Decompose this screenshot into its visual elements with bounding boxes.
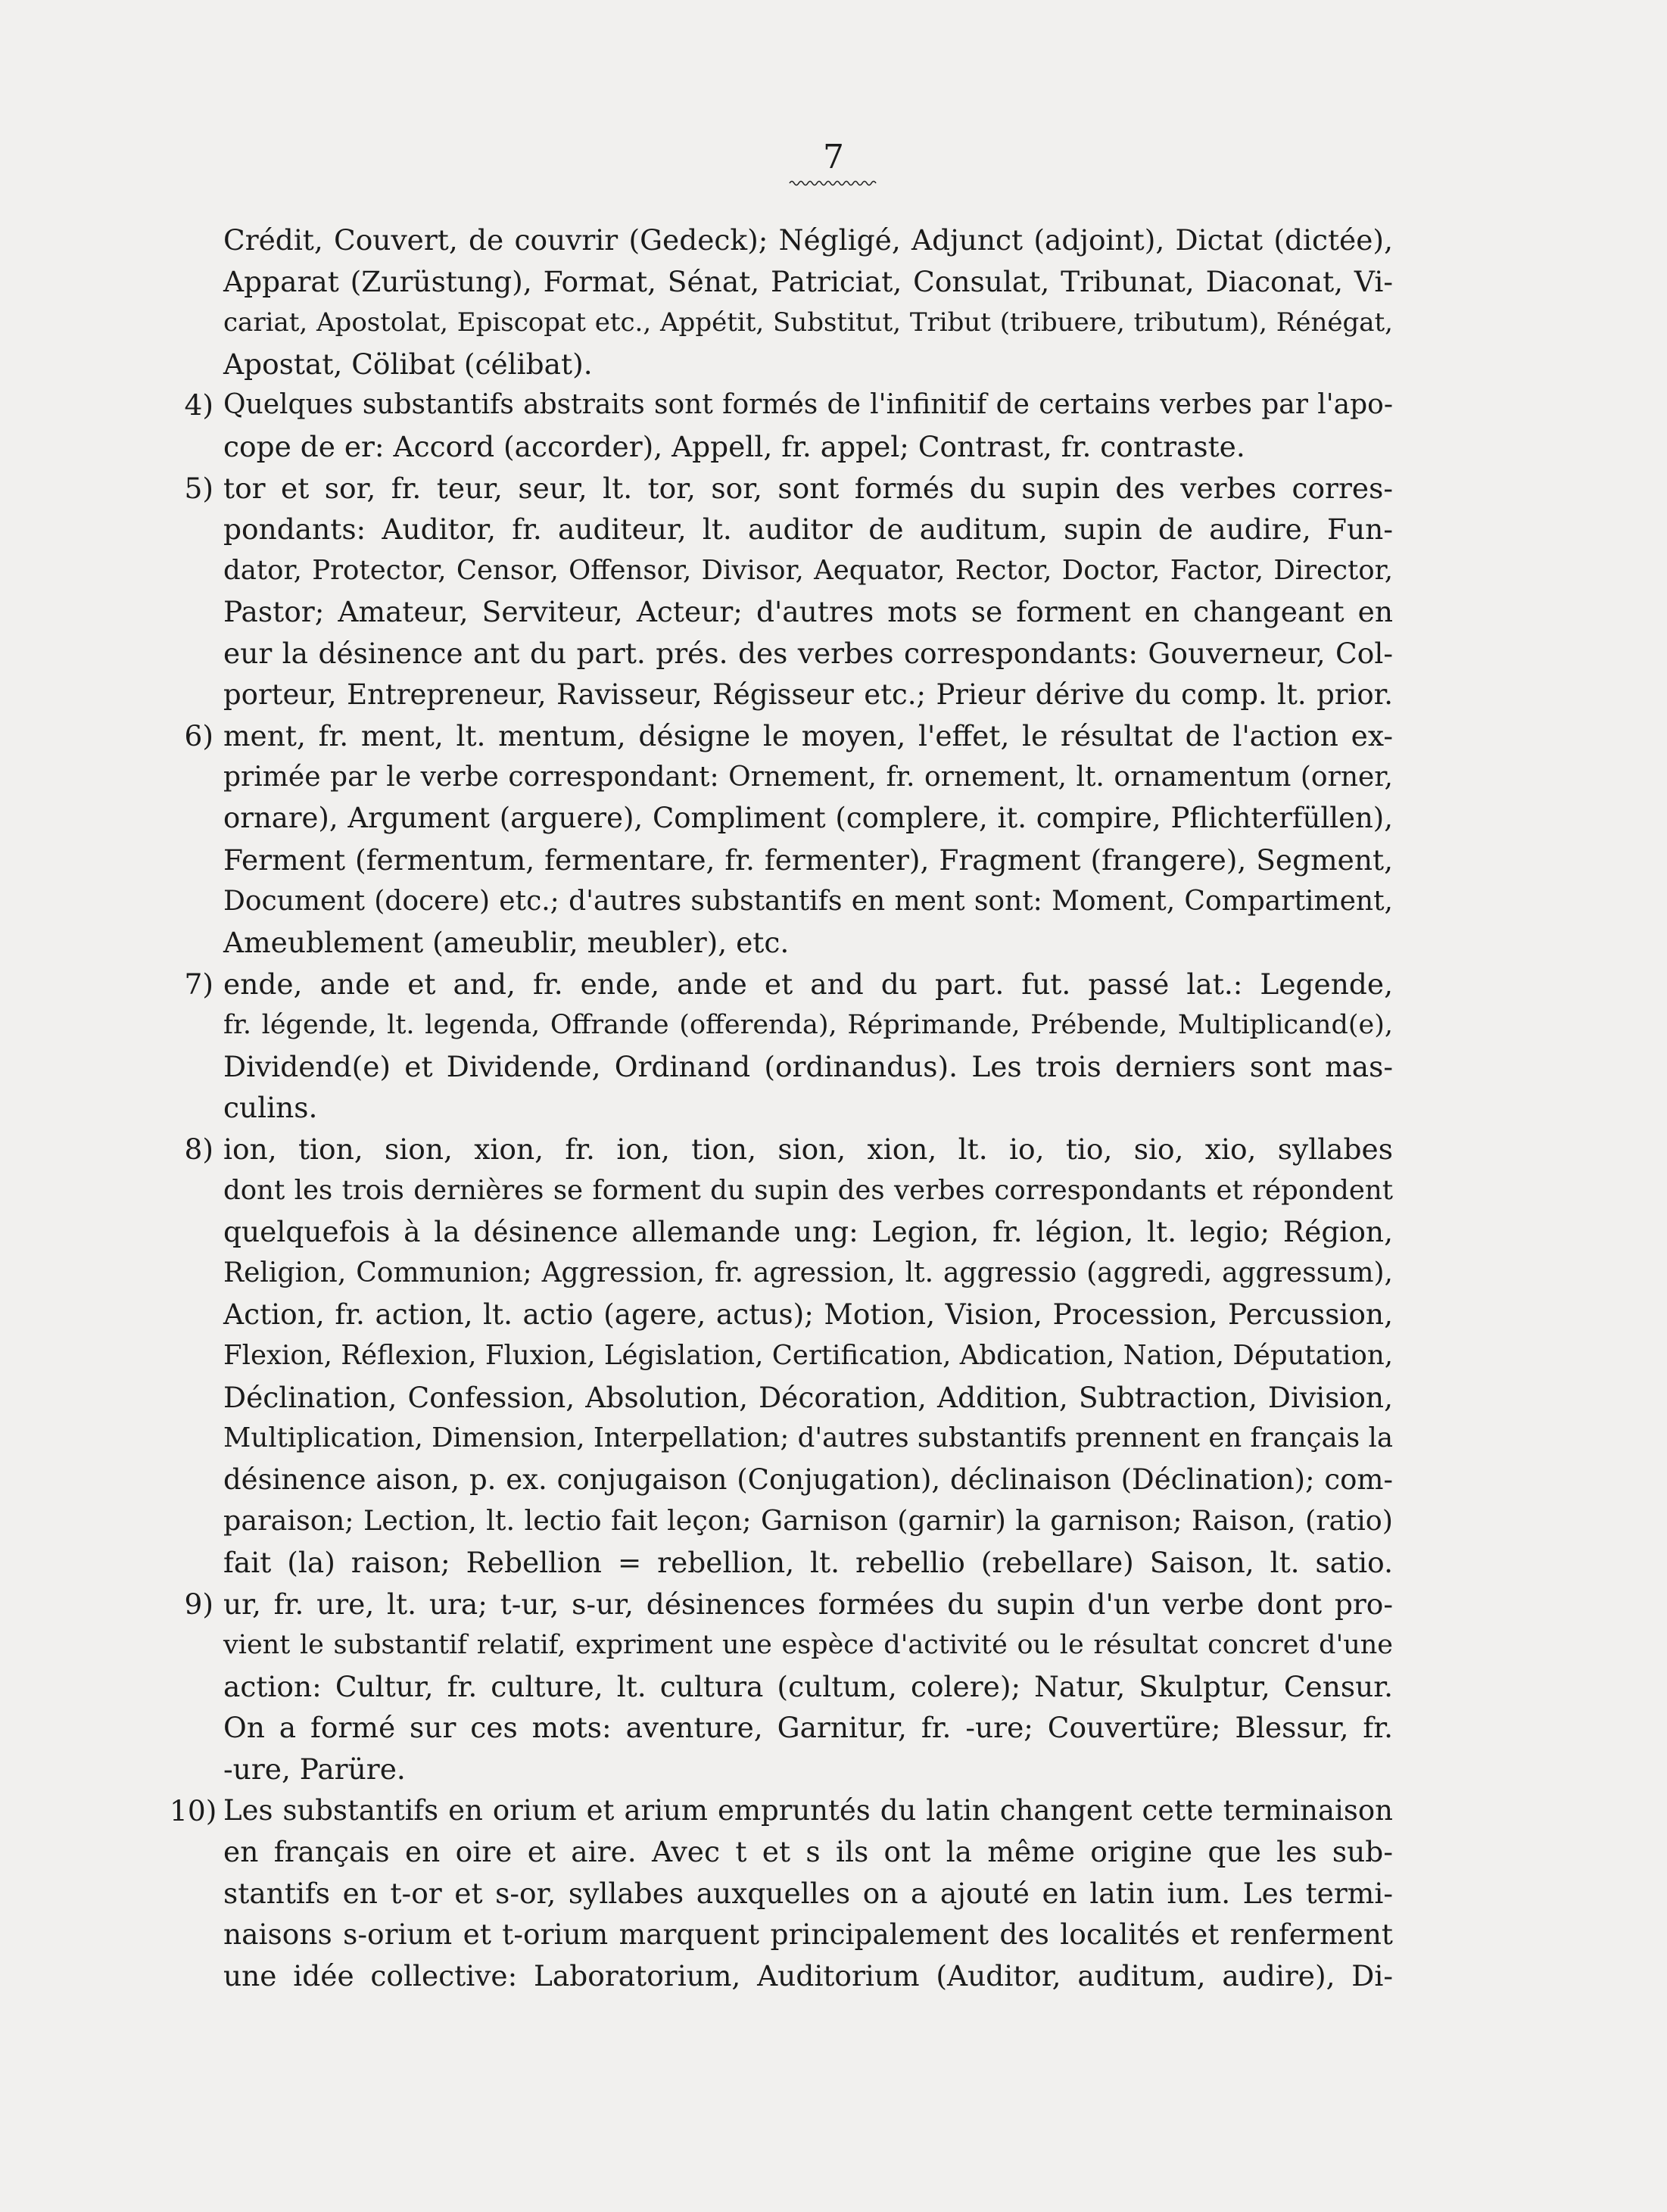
body-text: [170, 220, 1394, 1997]
text-line: Ferment (fermentum, fermentare, fr. fermenter), Fragment (frangere), Segment,: [223, 843, 1393, 877]
text-line: paraison; Lection, lt. lectio fait leçon; Garnison (garnir) la garnison; Raison, (ratio): [223, 1504, 1393, 1537]
text-line: -ure, Parüre.: [223, 1752, 406, 1786]
text-line: culins.: [223, 1091, 318, 1125]
folio-ornament-icon: [788, 179, 879, 186]
text-line: quelquefois à la désinence allemande ung: Legion, fr. légion, lt. legio; Région,: [223, 1215, 1393, 1249]
text-line: ur, fr. ure, lt. ura; t-ur, s-ur, désinences formées du supin d'un verbe dont pro-: [223, 1587, 1393, 1621]
text-line: dator, Protector, Censor, Offensor, Divisor, Aequator, Rector, Doctor, Factor, Director,: [223, 554, 1393, 586]
text-line: porteur, Entrepreneur, Ravisseur, Régisseur etc.; Prieur dérive du comp. lt. prior.: [223, 678, 1393, 711]
text-line: fait (la) raison; Rebellion = rebellion, lt. rebellio (rebellare) Saison, lt. satio.: [223, 1546, 1393, 1579]
entry-7: [182, 964, 1393, 1129]
text-line: Action, fr. action, lt. actio (agere, actus); Motion, Vision, Procession, Percussion,: [223, 1298, 1393, 1332]
page-number: [0, 138, 1667, 186]
text-line: Quelques substantifs abstraits sont formés de l'infinitif de certains verbes par l'apo-: [223, 389, 1393, 421]
text-line: eur la désinence ant du part. prés. des verbes correspondants: Gouverneur, Col-: [223, 636, 1393, 670]
text-line: ment, fr. ment, lt. mentum, désigne le moyen, l'effet, le résultat de l'action ex-: [223, 719, 1393, 753]
entry-9: [182, 1584, 1393, 1790]
text-line: ende, ande et and, fr. ende, ande et and du part. fut. passé lat.: Legende,: [223, 967, 1393, 1001]
text-line: Dividend(e) et Dividende, Ordinand (ordinandus). Les trois derniers sont mas-: [223, 1049, 1393, 1083]
entry-number: 7): [184, 967, 213, 1001]
entry-5: [182, 468, 1393, 716]
text-line: Multiplication, Dimension, Interpellation; d'autres substantifs prennent en français la: [223, 1422, 1394, 1454]
text-line: action: Cultur, fr. culture, lt. cultura (cultum, colere); Natur, Skulptur, Censur.: [223, 1669, 1393, 1703]
text-line: tor et sor, fr. teur, seur, lt. tor, sor, sont formés du supin des verbes corres-: [223, 471, 1393, 505]
text-line: ornare), Argument (arguere), Compliment (complere, it. compire, Pflichterfüllen),: [223, 802, 1393, 835]
text-line: pondants: Auditor, fr. auditeur, lt. auditor de auditum, supin de audire, Fun-: [223, 512, 1393, 547]
text-line: vient le substantif relatif, expriment une espèce d'activité ou le résultat concret d'une: [223, 1630, 1393, 1661]
entry-number: 6): [184, 719, 213, 753]
text-line: fr. légende, lt. legenda, Offrande (offerenda), Réprimande, Prébende, Multiplicand(e),: [223, 1010, 1393, 1041]
text-line: Apostat, Cölibat (célibat).: [223, 347, 593, 381]
text-line: Flexion, Réflexion, Fluxion, Législation, Certification, Abdication, Nation, Députation,: [223, 1340, 1393, 1372]
entry-4: [182, 385, 1393, 467]
text-line: Pastor; Amateur, Serviteur, Acteur; d'autres mots se forment en changeant en: [223, 595, 1393, 629]
entry-3-continuation: [182, 220, 1393, 385]
text-line: On a formé sur ces mots: aventure, Garnitur, fr. -ure; Couvertüre; Blessur, fr.: [223, 1711, 1393, 1745]
text-line: stantifs en t-or et s-or, syllabes auxquelles on a ajouté en latin ium. Les termi-: [223, 1876, 1393, 1910]
text-line: une idée collective: Laboratorium, Auditorium (Auditor, auditum, audire), Di-: [223, 1958, 1393, 1992]
entry-10: [170, 1790, 1393, 1997]
entry-number: 9): [184, 1587, 213, 1621]
text-line: Déclination, Confession, Absolution, Décoration, Addition, Subtraction, Division,: [223, 1380, 1393, 1414]
text-line: Religion, Communion; Aggression, fr. agression, lt. aggressio (aggredi, aggressum),: [223, 1257, 1393, 1288]
text-line: Ameublement (ameublir, meubler), etc.: [223, 926, 790, 960]
text-line: en français en oire et aire. Avec t et s ils ont la même origine que les sub-: [223, 1835, 1393, 1869]
text-line: cariat, Apostolat, Episcopat etc., Appétit, Substitut, Tribut (tribuere, tributum), Rénégat,: [223, 307, 1393, 338]
text-line: ion, tion, sion, xion, fr. ion, tion, sion, xion, lt. io, tio, sio, xio, syllabes: [223, 1132, 1393, 1167]
text-line: primée par le verbe correspondant: Ornement, fr. ornement, lt. ornamentum (orner,: [223, 761, 1393, 793]
text-line: Apparat (Zurüstung), Format, Sénat, Patriciat, Consulat, Tribunat, Diaconat, Vi-: [223, 264, 1393, 298]
text-line: cope de er: Accord (accorder), Appell, fr. appel; Contrast, fr. contraste.: [223, 429, 1245, 463]
entry-number: 4): [184, 388, 213, 422]
text-line: Document (docere) etc.; d'autres substantifs en ment sont: Moment, Compartiment,: [223, 885, 1393, 917]
entry-8: [182, 1129, 1393, 1584]
text-line: dont les trois dernières se forment du supin des verbes correspondants et répondent: [223, 1174, 1393, 1206]
entry-6: [182, 715, 1393, 964]
page-number-text: 7: [823, 138, 844, 176]
entry-number: 5): [184, 471, 213, 505]
text-line: Les substantifs en orium et arium empruntés du latin changent cette terminaison: [223, 1793, 1393, 1827]
entry-number: 8): [184, 1132, 213, 1167]
text-line: Crédit, Couvert, de couvrir (Gedeck); Négligé, Adjunct (adjoint), Dictat (dictée),: [223, 223, 1393, 257]
text-line: désinence aison, p. ex. conjugaison (Conjugation), déclinaison (Déclination); com-: [223, 1463, 1393, 1496]
text-line: naisons s-orium et t-orium marquent principalement des localités et renferment: [223, 1918, 1393, 1952]
entry-number: 10): [170, 1793, 217, 1827]
